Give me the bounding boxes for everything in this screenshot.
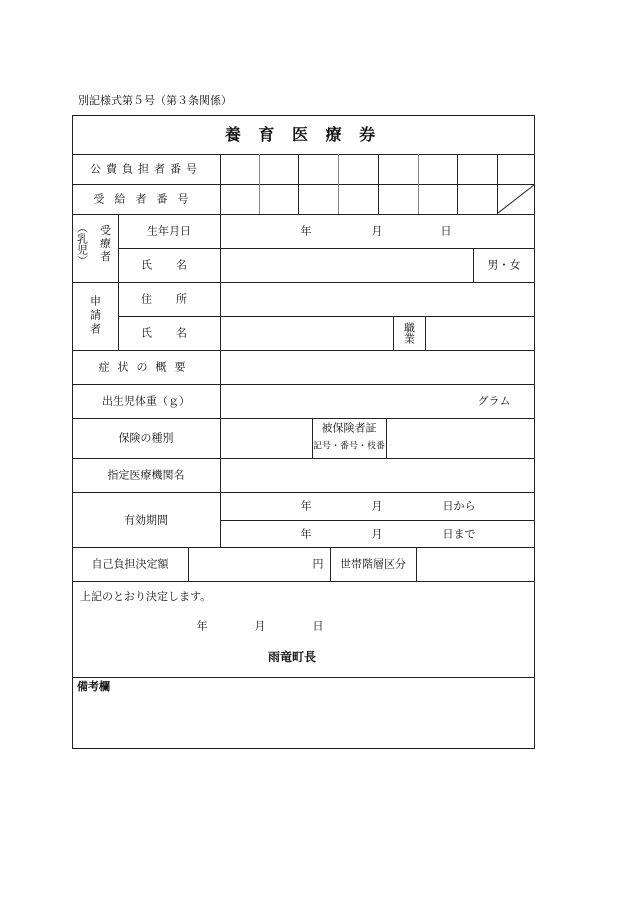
label-recipient-number: 受給者番号: [93, 192, 199, 206]
birthdate-day: 日: [440, 224, 452, 238]
form-title: 養 育 医 療 券: [224, 125, 382, 144]
label-birth-weight: 出生児体重（ｇ）: [102, 394, 190, 408]
validity-from-year: 年: [300, 499, 312, 513]
label-insured-card: 被保険者証: [321, 421, 377, 435]
decision-month: 月: [254, 619, 266, 633]
label-birthdate: 生年月日: [147, 224, 191, 238]
label-household-class: 世帯階層区分: [340, 557, 406, 571]
label-insured-card-sub: 記号・番号・枝番: [312, 441, 386, 452]
label-symptoms: 症状の概要: [98, 360, 194, 374]
birthdate-month: 月: [371, 224, 383, 238]
gram-unit: グラム: [477, 394, 511, 408]
remarks-label: 備考欄: [77, 680, 110, 693]
validity-from-month: 月: [371, 499, 383, 513]
validity-to-day: 日まで: [442, 527, 476, 541]
label-applicant-group: 申請者: [88, 295, 102, 337]
label-patient-infant: （乳児）: [75, 222, 89, 266]
issuer-mayor: 雨竜町長: [267, 650, 317, 664]
label-occupation: 職業: [402, 322, 416, 344]
validity-to-year: 年: [300, 527, 312, 541]
label-validity-period: 有効期間: [124, 513, 168, 527]
label-insurance-type: 保険の種別: [118, 431, 174, 445]
validity-from-day: 日から: [442, 499, 476, 513]
decision-day: 日: [312, 619, 324, 633]
label-designated-institution: 指定医療機関名: [107, 468, 185, 482]
decision-statement: 上記のとおり決定します。: [80, 590, 212, 603]
label-self-pay-amount: 自己負担決定額: [91, 557, 169, 571]
label-applicant-name: 氏名: [141, 326, 211, 340]
diagonal-slash-mark: [497, 184, 535, 214]
validity-to-month: 月: [371, 527, 383, 541]
label-public-payer-number: 公費負担者番号: [90, 162, 202, 176]
label-patient-group: 受療者: [98, 224, 112, 264]
gender-choice: 男・女: [487, 258, 521, 272]
yen-unit: 円: [312, 557, 324, 571]
label-address: 住所: [141, 292, 211, 306]
decision-year: 年: [196, 619, 208, 633]
label-patient-name: 氏名: [141, 258, 211, 272]
form-number-note: 別記様式第５号（第３条関係）: [78, 94, 232, 107]
birthdate-year: 年: [300, 224, 312, 238]
